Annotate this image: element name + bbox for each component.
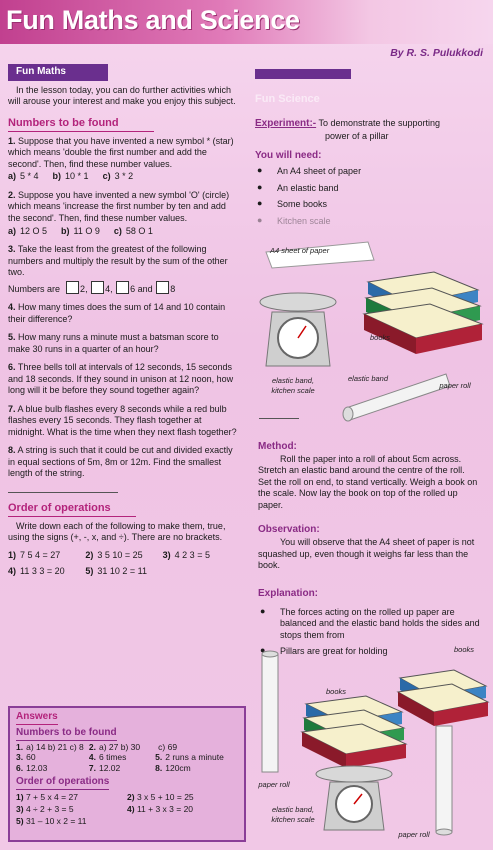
- question-1: [8, 136, 240, 183]
- answers-sub-ops: Order of operations: [16, 776, 109, 790]
- number-box: [156, 281, 169, 294]
- question-7: 7. A blue bulb flashes every 8 seconds while a red bulb flashes every 15 seconds. They flash together at midnight. What is the time when they next flash together?: [8, 403, 237, 437]
- q-number: 2.: [8, 189, 16, 200]
- divider: [259, 418, 299, 419]
- answers-sub-numbers: Numbers to be found: [16, 727, 117, 741]
- q-text: Suppose that you have invented a new symbol * (star) which means 'double the first number and add the second'. Then, find these number values.: [8, 135, 234, 169]
- caption-books: books: [369, 333, 390, 342]
- q-text: Suppose you have invented a new symbol 'O' (circle) which means 'increase the first number by ten and add the second'. Then, find these number values.: [8, 189, 230, 223]
- list-item: ● An A4 sheet of paper: [255, 166, 487, 178]
- method-heading: Method:: [258, 441, 297, 452]
- q-options: a) 12 O 5 b) 11 O 9 c) 58 O 1: [8, 225, 153, 236]
- fun-maths-tag: Fun Maths: [8, 64, 108, 81]
- question-6: 6. Three bells toll at intervals of 12 seconds, 15 seconds and 18 seconds. If they sound in unison at 12 noon, how long will it be before they sound together again?: [8, 362, 234, 396]
- q-number: 1.: [8, 135, 16, 146]
- q-number: 3.: [8, 244, 16, 255]
- need-list: [255, 166, 487, 227]
- answers-title: Answers: [16, 711, 58, 725]
- ops-intro: Write down each of the following to make them, true, using the signs (+, -, x, and ÷). There are no brackets.: [8, 520, 226, 543]
- ops-list: [8, 550, 240, 578]
- ops-heading: Order of operations: [8, 501, 136, 517]
- kitchen-scale-icon: [260, 293, 336, 366]
- caption-paper-roll-2: paper roll: [258, 780, 290, 789]
- observation-heading: Observation:: [258, 524, 320, 536]
- fun-science-title: Fun Science: [255, 93, 320, 105]
- number-box: [66, 281, 79, 294]
- number-box: [91, 281, 104, 294]
- byline: By R. S. Pulukkodi: [390, 47, 483, 59]
- list-item: ● The forces acting on the rolled up paper are balanced and the elastic band holds the sides and stops them from: [258, 607, 484, 642]
- experiment: Experiment:- To demonstrate the supporting power of a pillar: [255, 118, 441, 141]
- op-item: 2) 3 5 10 = 25: [85, 549, 143, 560]
- caption-books-3: books: [453, 645, 474, 654]
- answers-box: [8, 706, 246, 842]
- title-band: [0, 0, 493, 44]
- books-icon: [398, 670, 488, 726]
- answers-ops: 1) 7 + 5 x 4 = 27 2) 3 x 5 + 10 = 25 3) 4 ÷ 2 + 3 = 5 4) 11 + 3 x 3 = 20 5) 31 – 10 x 2 = 11: [16, 792, 194, 826]
- caption-paper-roll: paper roll: [439, 381, 471, 390]
- number-box: [116, 281, 129, 294]
- caption-elastic-kitchen: elastic band, kitchen scale: [271, 376, 315, 395]
- books-icon: [302, 696, 406, 768]
- question-4: 4. How many times does the sum of 14 and 10 contain their difference?: [8, 302, 226, 324]
- kitchen-scale-icon: [316, 766, 392, 830]
- question-2: [8, 190, 240, 237]
- left-column: [8, 64, 240, 578]
- list-item: ● Some books: [255, 199, 487, 211]
- q-text: Take the least from the greatest of the following numbers and multiply the result by the sum of the other two.: [8, 244, 228, 278]
- intro-text: In the lesson today, you can do further activities which will arouse your interest and make you enjoy this subject.: [8, 84, 236, 107]
- q-options: a) 5 * 4 b) 10 * 1 c) 3 * 2: [8, 171, 134, 182]
- answers-numbers: 1. a) 14 b) 21 c) 8 2. a) 27 b) 30 c) 69 3. 60 4. 6 times 5. 2 runs a minute 6. 12.03 7. 12.02 8. 120cm: [16, 741, 224, 774]
- page-title: Fun Maths and Science: [6, 5, 300, 35]
- caption-elastic: elastic band: [347, 374, 389, 383]
- caption-paper-roll-3: paper roll: [398, 830, 430, 839]
- op-item: 5) 31 10 2 = 11: [85, 566, 147, 577]
- op-item: 1) 7 5 4 = 27: [8, 549, 61, 560]
- numbers-heading: Numbers to be found: [8, 116, 154, 132]
- question-8: 8. A string is such that it could be cut and divided exactly in equal sections of 5m, 8m or 12m. Find the smallest length of the string.: [8, 445, 233, 479]
- paper-roll-icon: [436, 726, 452, 835]
- list-item: ● Pillars are great for holding: [258, 646, 484, 658]
- caption-a4: A4 sheet of paper: [270, 246, 330, 255]
- question-3: [8, 244, 240, 295]
- explanation-heading: Explanation:: [258, 587, 319, 599]
- experiment-label: Experiment:-: [255, 118, 317, 130]
- method-section: Method: Roll the paper into a roll of about 5cm across. Stretch an elastic band around the centre of the roll. Set the roll on end, to stand vertically. Weigh a book on the scale. Now lay the book on top of the rolled up paper. Observation: You will observe that the A4 sheet of paper is not squashed up, even though it weighs far less than the book. Explanation: ● The forces acting on the rolled up paper are balanced and the elastic band holds the sides and stops them from ● Pillars are great for holding: [258, 441, 484, 663]
- caption-elastic-kitchen-2: elastic band, kitchen scale: [271, 805, 315, 824]
- divider: [8, 492, 118, 493]
- list-item: ● An elastic band: [255, 183, 487, 195]
- need-heading: You will need:: [255, 150, 322, 162]
- paper-roll-icon: [262, 651, 278, 772]
- numbers-row: Numbers are 2, 4, 6 and 8: [8, 281, 240, 296]
- question-5: 5. How many runs a minute must a batsman score to make 30 runs in a quarter of an hour?: [8, 332, 219, 354]
- list-item: ● Kitchen scale: [255, 216, 487, 228]
- right-column: [255, 64, 487, 232]
- op-item: 4) 11 3 3 = 20: [8, 566, 65, 577]
- caption-books-2: books: [325, 687, 346, 696]
- op-item: 3) 4 2 3 = 5: [162, 549, 210, 560]
